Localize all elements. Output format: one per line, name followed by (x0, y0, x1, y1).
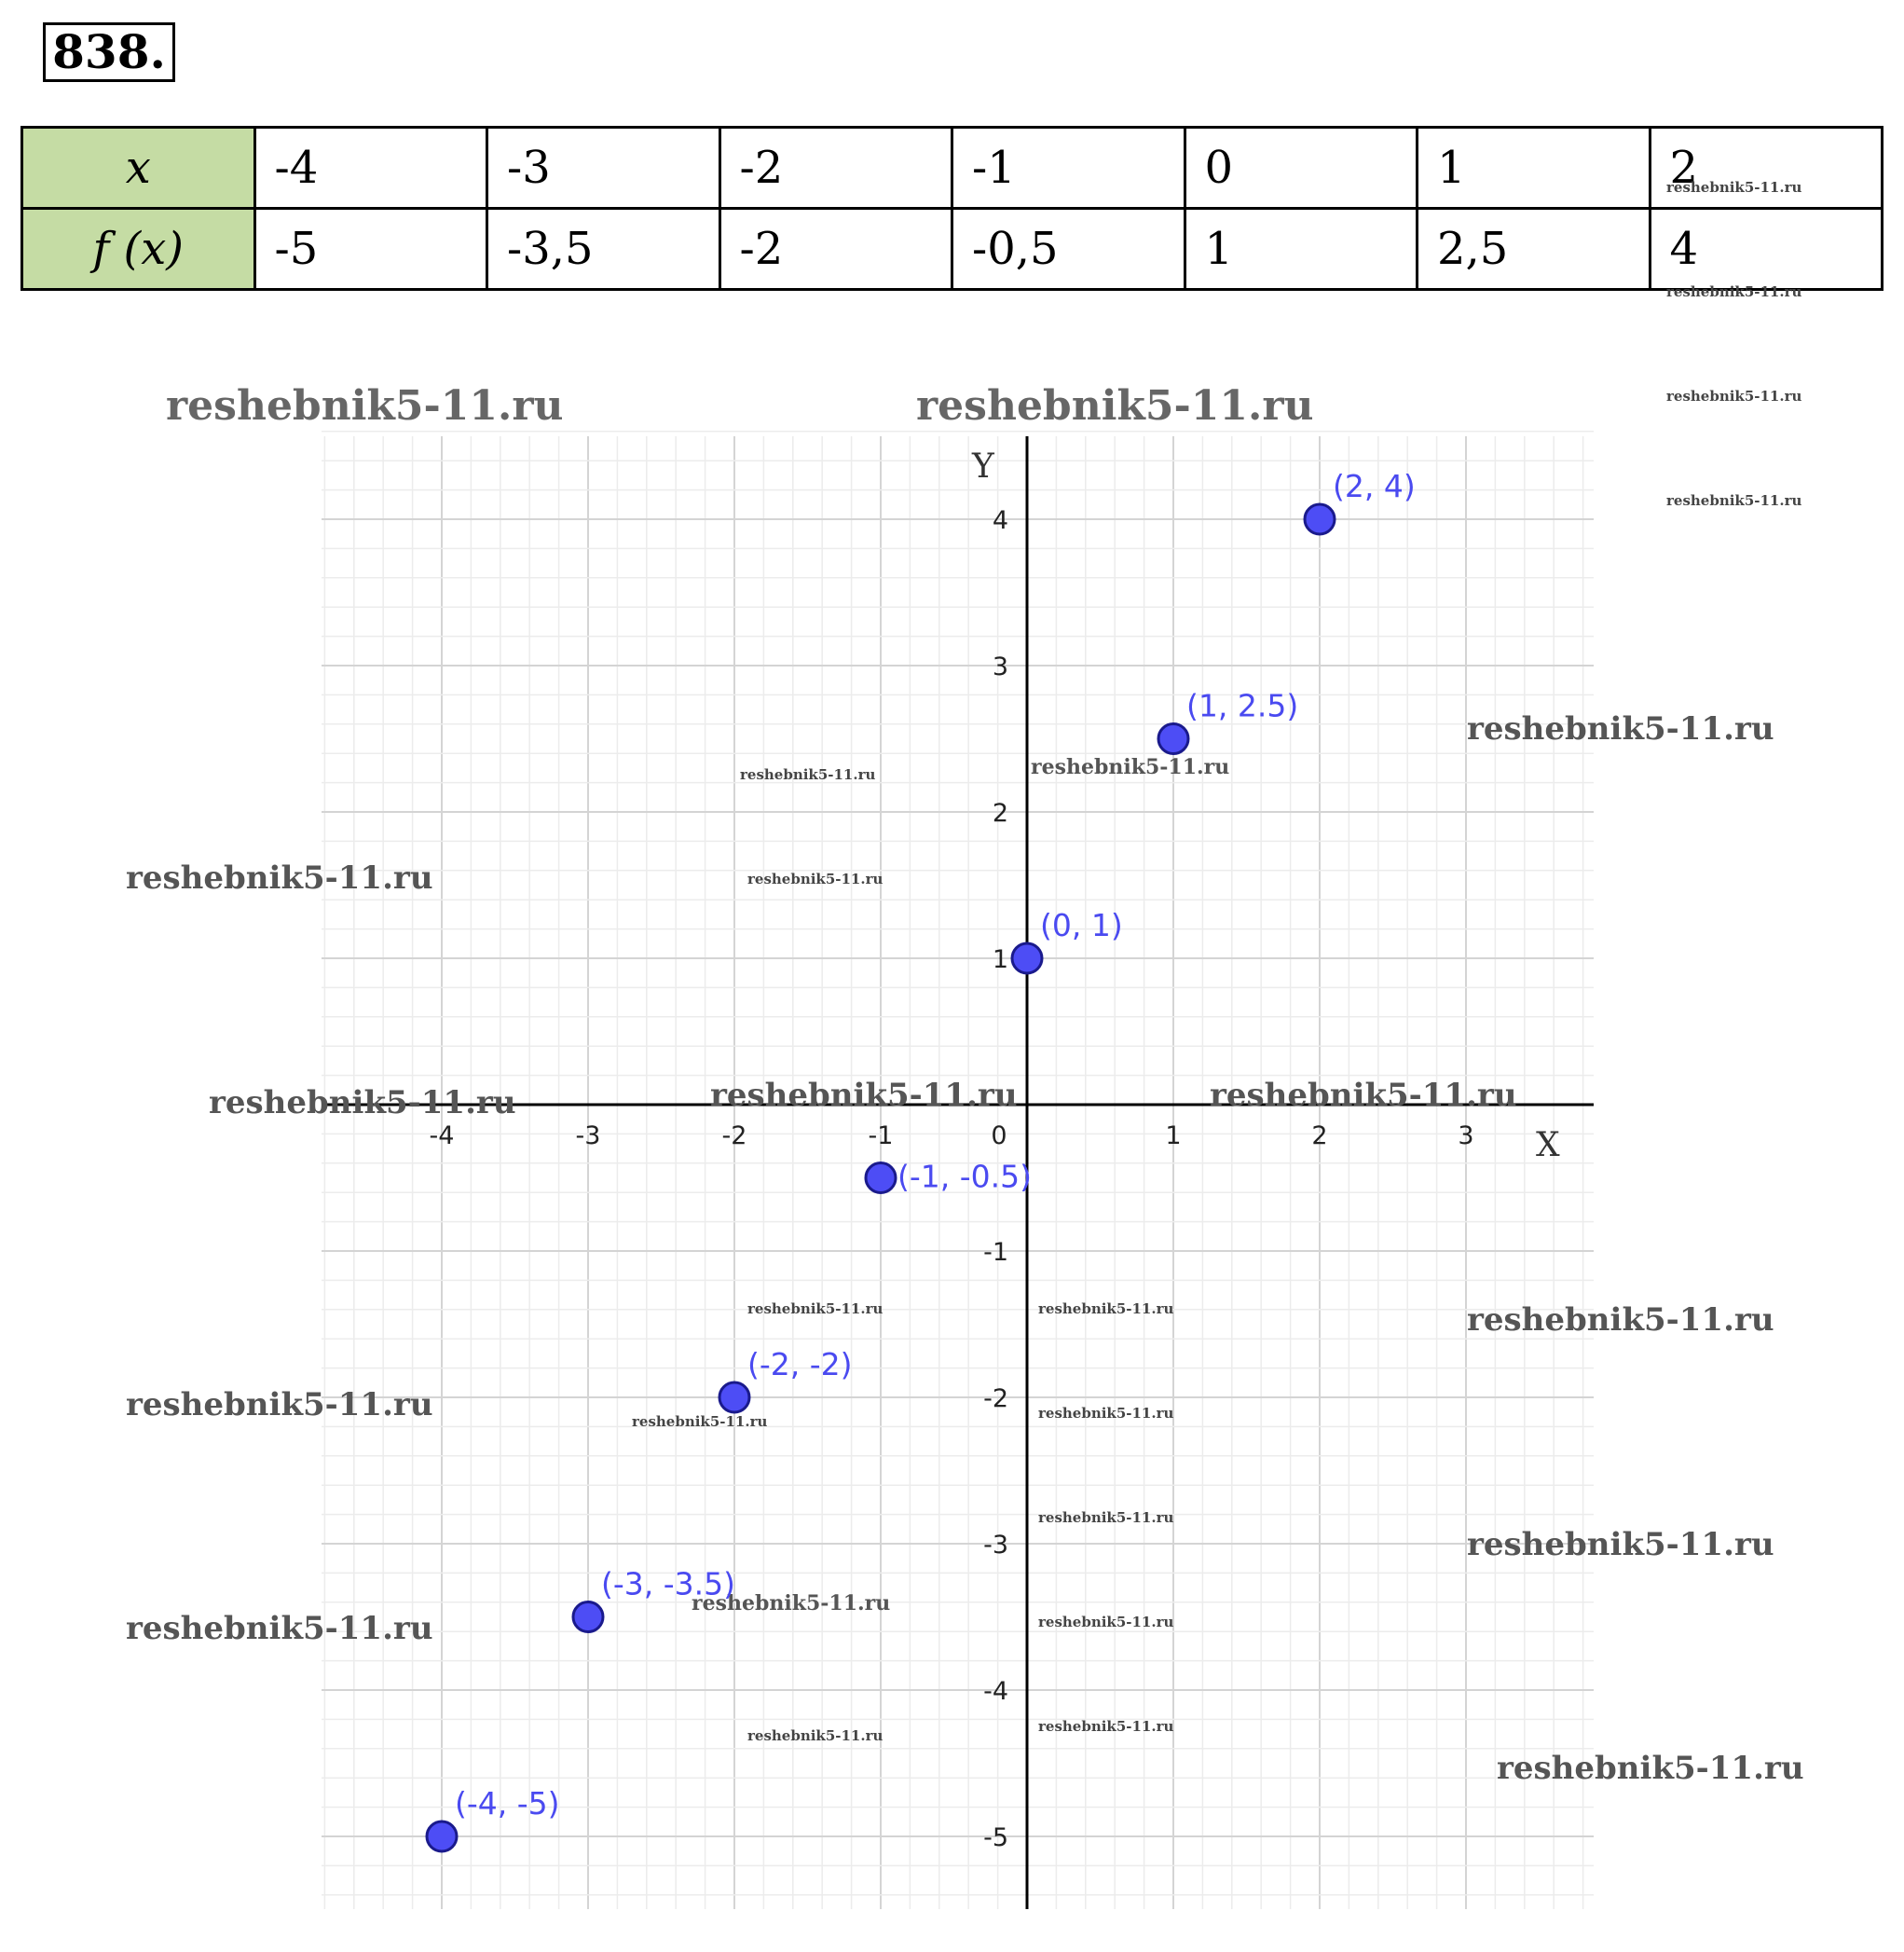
x-tick-label: 3 (1458, 1121, 1474, 1150)
watermark: reshebnik5-11.ru (1038, 1614, 1174, 1630)
x-cell: -3 (487, 128, 720, 209)
watermark: reshebnik5-11.ru (1038, 1300, 1174, 1317)
watermark: reshebnik5-11.ru (126, 1610, 433, 1647)
data-point (719, 1382, 749, 1412)
x-cell: -2 (719, 128, 952, 209)
row-header-x: x (22, 128, 255, 209)
x-tick-label: -1 (868, 1121, 894, 1150)
data-point (573, 1602, 603, 1632)
watermark: reshebnik5-11.ru (1666, 179, 1802, 196)
data-point (1305, 504, 1335, 534)
watermark: reshebnik5-11.ru (209, 1084, 516, 1121)
watermark: reshebnik5-11.ru (1038, 1405, 1174, 1422)
watermark: reshebnik5-11.ru (1666, 283, 1802, 300)
watermark: reshebnik5-11.ru (1467, 1526, 1774, 1563)
point-label: (2, 4) (1333, 468, 1416, 504)
point-label: (-4, -5) (455, 1785, 560, 1821)
watermark: reshebnik5-11.ru (1666, 388, 1802, 405)
watermark: reshebnik5-11.ru (740, 766, 876, 783)
y-tick-label: 1 (992, 945, 1008, 974)
y-tick-label: 2 (992, 799, 1008, 828)
watermark: reshebnik5-11.ru (1666, 492, 1802, 509)
fx-cell: -0,5 (952, 209, 1185, 290)
y-tick-label: 3 (992, 653, 1008, 681)
x-cell: 2 (1650, 128, 1883, 209)
y-tick-label: -1 (983, 1238, 1008, 1267)
x-tick-label: 1 (1165, 1121, 1182, 1150)
watermark: reshebnik5-11.ru (1031, 755, 1230, 779)
watermark: reshebnik5-11.ru (747, 1300, 884, 1317)
fx-cell: -2 (719, 209, 952, 290)
x-axis-label: X (1536, 1126, 1560, 1164)
x-cell: 1 (1418, 128, 1651, 209)
watermark: reshebnik5-11.ru (632, 1413, 768, 1430)
watermark: reshebnik5-11.ru (126, 1386, 433, 1423)
y-tick-label: -3 (983, 1531, 1008, 1560)
data-point (427, 1821, 457, 1851)
x-tick-label: 0 (991, 1121, 1007, 1150)
y-tick-label: -5 (983, 1823, 1008, 1852)
fx-cell: 2,5 (1418, 209, 1651, 290)
x-cell: -1 (952, 128, 1185, 209)
x-tick-label: -2 (721, 1121, 747, 1150)
watermark: reshebnik5-11.ru (692, 1591, 891, 1615)
data-point (1012, 943, 1042, 973)
watermark: reshebnik5-11.ru (747, 871, 884, 887)
data-point (866, 1163, 896, 1193)
x-tick-label: -4 (429, 1121, 455, 1150)
watermark: reshebnik5-11.ru (1467, 1301, 1774, 1339)
point-label: (0, 1) (1040, 907, 1123, 943)
x-cell: -4 (254, 128, 487, 209)
y-tick-label: 4 (992, 506, 1008, 535)
watermark: reshebnik5-11.ru (126, 859, 433, 897)
fx-cell: -3,5 (487, 209, 720, 290)
fx-cell: -5 (254, 209, 487, 290)
watermark: reshebnik5-11.ru (1038, 1509, 1174, 1526)
watermark: reshebnik5-11.ru (1497, 1750, 1804, 1787)
watermark: reshebnik5-11.ru (1038, 1718, 1174, 1735)
x-cell: 0 (1185, 128, 1418, 209)
data-points (427, 468, 1416, 1851)
point-label: (-2, -2) (747, 1346, 853, 1382)
point-label: (-1, -0.5) (897, 1158, 1033, 1195)
watermark: reshebnik5-11.ru (916, 382, 1314, 430)
watermark: reshebnik5-11.ru (747, 1727, 884, 1744)
data-point (1158, 724, 1188, 754)
point-label: (1, 2.5) (1186, 687, 1299, 724)
watermarks (126, 179, 1804, 1787)
watermark: reshebnik5-11.ru (166, 382, 564, 430)
y-tick-label: -4 (983, 1677, 1008, 1706)
x-tick-label: -3 (575, 1121, 601, 1150)
y-tick-label: -2 (983, 1384, 1008, 1413)
problem-number: 838. (43, 22, 175, 82)
fx-cell: 1 (1185, 209, 1418, 290)
watermark: reshebnik5-11.ru (710, 1077, 1018, 1114)
watermark: reshebnik5-11.ru (1210, 1077, 1517, 1114)
x-tick-label: 2 (1311, 1121, 1328, 1150)
y-axis-label: Y (972, 447, 994, 486)
watermark: reshebnik5-11.ru (1467, 710, 1774, 748)
fx-cell: 4 (1650, 209, 1883, 290)
row-header-fx: f (x) (22, 209, 255, 290)
point-label: (-3, -3.5) (601, 1565, 736, 1602)
